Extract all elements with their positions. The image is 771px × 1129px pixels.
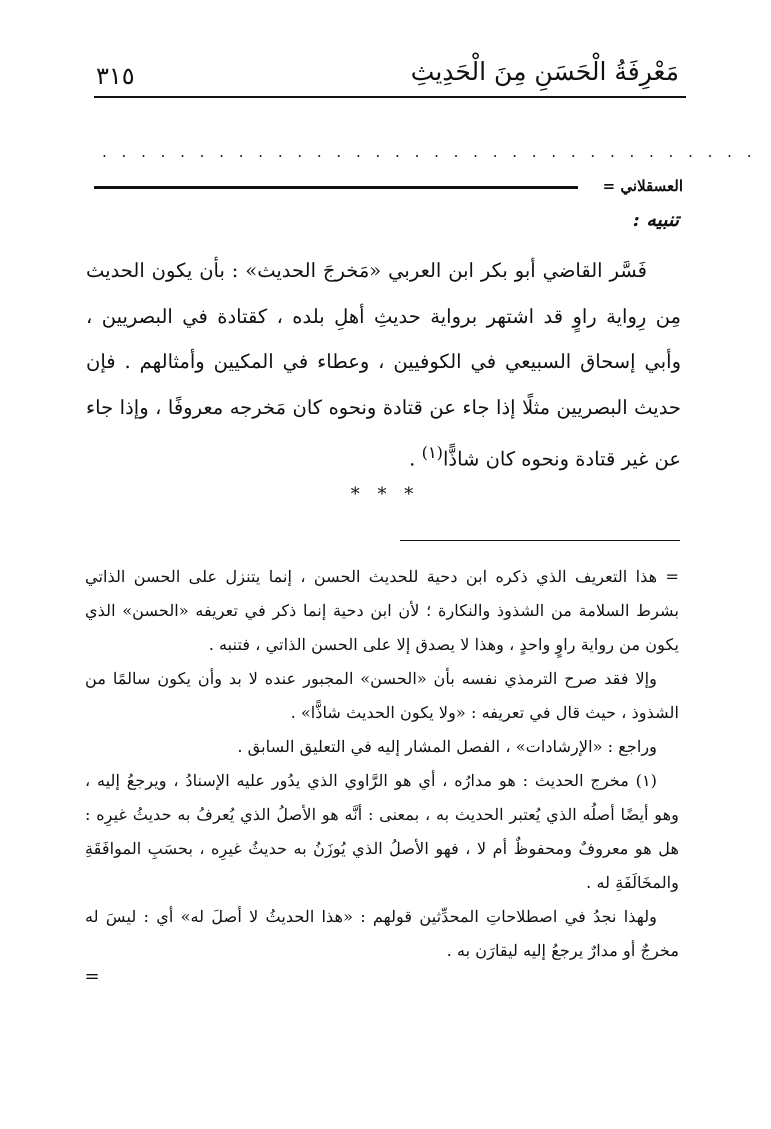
footnote-reference: (١) [421, 443, 443, 462]
main-text [86, 248, 681, 478]
header-rule [94, 96, 686, 98]
section-label: العسقلاني = [602, 177, 683, 195]
main-paragraph-end: . [409, 447, 422, 471]
footnote-continuation: = هذا التعريف الذي ذكره ابن دحية للحديث الحسن ، إنما يتنزل على الحسن الذاتي بشرط السلامة من الشذوذ والنكارة ؛ لأن ابن دحية إنما ذكر في تعريفه «الحسن» الذي يكون من رواية راوٍ واحدٍ ، وهذا لا يصدق إلا على الحسن الذاتي ، فتنبه . [85, 567, 679, 654]
footnote-1: (١) مخرج الحديث : هو مدارُه ، أي هو الرَّاوي الذي يدُور عليه الإسنادُ ، ويرجعُ إليه ، وهو أيضًا أصلُه الذي يُعتبر الحديث به ، بمعنى : أنَّه هو الأصلُ الذي يُعرفُ به حديثُ غيرِه : هل هو معروفٌ ومحفوظٌ أم لا ، فهو الأصلُ الذي يُوزَنُ به حديثُ غيرِه ، بحسَبِ الموافَقَةِ والمخَالَفَةِ له . [85, 771, 679, 892]
continuation-mark: = [84, 966, 100, 987]
footnote-rule [400, 540, 680, 541]
footnote-paragraph-3: وراجع : «الإرشادات» ، الفصل المشار إليه في التعليق السابق . [237, 737, 657, 756]
running-title: مَعْرِفَةُ الْحَسَنِ مِنَ الْحَدِيثِ [410, 57, 679, 86]
footnotes [85, 560, 679, 1030]
dotted-separator: . . . . . . . . . . . . . . . . . . . . . . . . . . . . . . . . . . [102, 143, 757, 161]
page-number: ٣١٥ [96, 62, 135, 90]
section-rule [94, 186, 578, 189]
note-heading: تنبيه : [632, 209, 679, 231]
asterism: * * * [350, 484, 420, 505]
main-paragraph [86, 248, 681, 482]
footnote-paragraph-2: وإلا فقد صرح الترمذي نفسه بأن «الحسن» المجبور عنده لا بد وأن يكون سالمًا من الشذوذ ، حيث قال في تعريفه : «ولا يكون الحديث شاذًّا» . [85, 669, 679, 722]
main-paragraph-text: فَسَّر القاضي أبو بكر ابن العربي «مَخرجَ الحديث» : بأن يكون الحديث مِن رِواية راوٍ قد اشتهر برواية حديثِ أهلِ بلده ، كقتادة في البصريين ، وأبي إسحاق السبيعي في الكوفيين ، وعطاء في المكيين وأمثالهم . فإن حديث البصريين مثلًا إذا جاء عن قتادة ونحوه كان مَخرجه معروفًا ، وإذا جاء عن غير قتادة ونحوه كان شاذًّا [86, 259, 681, 471]
footnote-paragraph-5: ولهذا نجدُ في اصطلاحاتِ المحدِّثين قولهم : «هذا الحديثُ لا أصلَ له» أي : ليسَ له مخرجٌ أو مدارٌ يرجعُ إليه ليقارَن به . [85, 907, 679, 960]
